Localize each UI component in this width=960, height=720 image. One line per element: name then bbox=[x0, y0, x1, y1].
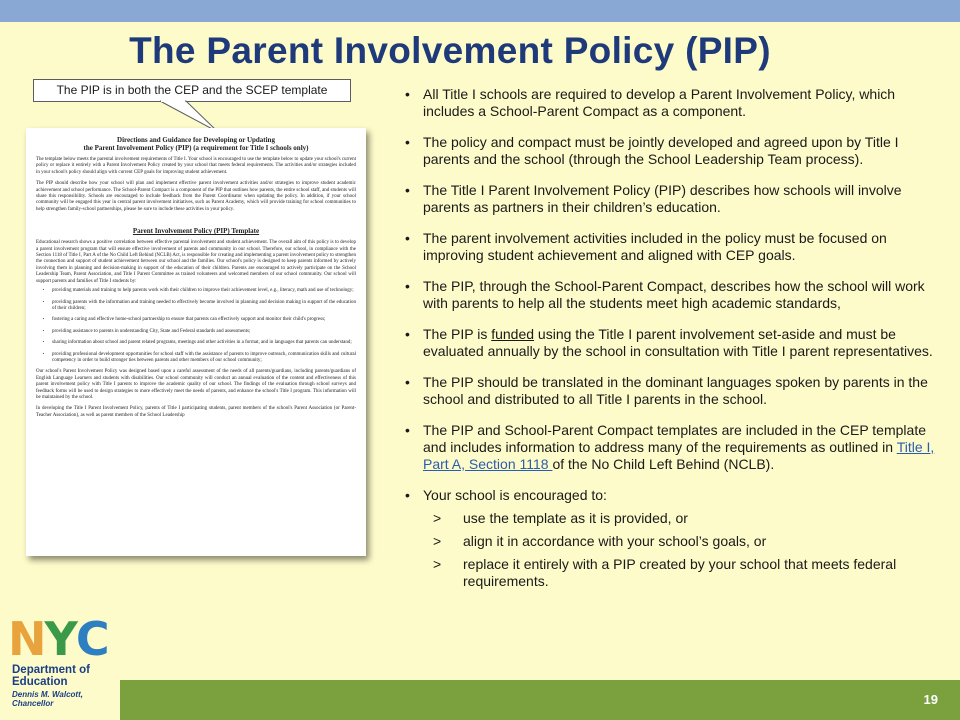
bottom-accent-bar bbox=[120, 680, 960, 720]
nyc-letter-n: N bbox=[8, 612, 45, 666]
nyc-letter-c: C bbox=[75, 612, 108, 666]
sub-bullet-item: > use the template as it is provided, or bbox=[423, 510, 945, 527]
bullet-item: • The policy and compact must be jointly developed and agreed upon by Title I parents and the school (through the School Leadership Team process). bbox=[405, 134, 945, 168]
sub-bullet-list bbox=[423, 510, 945, 590]
slide-title: The Parent Involvement Policy (PIP) bbox=[129, 30, 771, 71]
bullet-list bbox=[405, 86, 945, 604]
callout-box: The PIP is in both the CEP and the SCEP template bbox=[33, 79, 351, 102]
doc-paragraph: Educational research shows a positive correlation between effective parental involvement and student achievement. The overall aim of this policy is to develop a parent involvement program that will ensure effective involvement of parents and community in our school. Therefore, our school, in compliance with the Section 1118 of Title I, Part A of the No Child Left Behind (NCLB) Act, is responsible for creating and implementing a parent involvement policy to strengthen the connection and support of student achievement between our school and the families. Our school's policy is designed to keep parents informed by actively involving them in planning and decision-making in support of the education of their children. Parents are encouraged to actively participate on the School Leadership Team, Parent Association, and Title I Parent Committee as trained volunteers and welcomed members of our school community. Our school will support parents and families of Title I students by: bbox=[36, 240, 356, 284]
bullet-text: Your school is encouraged to: bbox=[423, 487, 607, 503]
doc-heading-line1: Directions and Guidance for Developing or Updating bbox=[117, 136, 275, 144]
doc-list bbox=[36, 288, 356, 364]
bullet-text: The PIP should be translated in the dominant languages spoken by parents in the school and distributed to all Title I parents in the school. bbox=[423, 374, 928, 407]
doc-list-item: • providing materials and training to help parents work with their children to improve their achievement level, e.g., literacy, math and use of technology; bbox=[52, 288, 356, 294]
bullet-text: of the No Child Left Behind (NCLB). bbox=[552, 456, 775, 472]
bullet-item: • The PIP, through the School-Parent Compact, describes how the school will work with parents to help all the students meet high academic standards, bbox=[405, 278, 945, 312]
doc-list-item: • providing professional development opportunities for school staff with the assistance of parents to improve outreach, communication skills and cultural competency in order to build stronger ties between parents and other members of our school community; bbox=[52, 352, 356, 365]
sub-bullet-item: > align it in accordance with your school’s goals, or bbox=[423, 533, 945, 550]
bullet-item bbox=[405, 422, 945, 473]
bullet-text: using the Title I parent involvement set-aside and must be evaluated annually by the school in consultation with Title I parent representatives. bbox=[423, 326, 933, 359]
doc-list-item: • providing assistance to parents in understanding City, State and Federal standards and assessments; bbox=[52, 329, 356, 335]
bullet-text: The PIP is bbox=[423, 326, 492, 342]
doc-heading-line2: the Parent Involvement Policy (PIP) (a requirement for Title I schools only) bbox=[83, 144, 309, 152]
bullet-item: • The parent involvement activities included in the policy must be focused on improving student achievement and aligned with CEP goals. bbox=[405, 230, 945, 264]
nyc-logo-mark bbox=[8, 612, 108, 666]
bullet-text: The PIP and School-Parent Compact templates are included in the CEP template and includes information to address many of the requirements as outlined in bbox=[423, 422, 926, 455]
bullet-item bbox=[405, 326, 945, 360]
title-i-section-1118-link[interactable]: Title I, Part A, Section 1118 bbox=[423, 439, 935, 472]
doc-paragraph: Our school's Parent Involvement Policy was designed based upon a careful assessment of the needs of all parents/guardians, including parents/guardians of English Language Learners and students with disabilities. Our school community will conduct an annual evaluation of the content and effectiveness of this parent involvement policy with Title I parents to improve the academic quality of our school. The findings of the evaluation through school surveys and feedback forms will be used to design strategies to more effectively meet the needs of parents, and enhance the school's Title I program. This information will be maintained by the school. bbox=[36, 369, 356, 400]
nyc-doe-logo bbox=[8, 612, 120, 710]
doc-paragraph: The PIP should describe how your school will plan and implement effective parent involvement activities and/or strategies to improve student academic achievement and school performance. The School-Parent Compact is a component of the PIP that outlines how parents, the entire school staff, and students will share this responsibility. Schools are encouraged to include feedback from the Parent Coordinator when updating the policy. In addition, if your school community will be engaged this year in central parent involvement initiatives, such as Parent Academy, which will provide training for school communities to help strengthen family-school partnerships, please be sure to include these activities in your policy. bbox=[36, 181, 356, 212]
department-line1: Department of bbox=[12, 664, 90, 676]
funded-underline: funded bbox=[491, 326, 535, 342]
doc-paragraph: In developing the Title I Parent Involvement Policy, parents of Title I participating students, parent members of the school's Parent Association (or Parent-Teacher Association), as well as parent members of the School Leadership bbox=[36, 406, 356, 418]
chancellor-name: Dennis M. Walcott, Chancellor bbox=[12, 690, 83, 708]
bullet-item bbox=[405, 487, 945, 590]
bullet-item: • All Title I schools are required to develop a Parent Involvement Policy, which includes a School-Parent Compact as a component. bbox=[405, 86, 945, 120]
page-number: 19 bbox=[923, 692, 938, 707]
bullet-item: • The Title I Parent Involvement Policy (PIP) describes how schools will involve parents as partners in their children’s education. bbox=[405, 182, 945, 216]
doc-template-heading: Parent Involvement Policy (PIP) Template bbox=[132, 227, 260, 236]
doc-list-item: • fostering a caring and effective home-school partnership to ensure that parents can effectively support and monitor their child's progress; bbox=[52, 317, 356, 323]
nyc-letter-y: Y bbox=[44, 612, 76, 666]
bullet-item bbox=[405, 374, 945, 408]
sub-bullet-item: > replace it entirely with a PIP created by your school that meets federal requirements. bbox=[423, 556, 945, 590]
doc-paragraph: The template below meets the parental involvement requirements of Title I. Your school is encouraged to use the template below to update your school's current policy or replace it entirely with a Parent Involvement Policy created by your school that meets federal requirements. The activities and/or strategies included in your school's policy should align with current CEP goals for improving student achievement. bbox=[36, 157, 356, 175]
doc-list-item: • providing parents with the information and training needed to effectively become involved in planning and decision making in support of the education of their children; bbox=[52, 300, 356, 313]
document-thumbnail bbox=[26, 128, 366, 556]
department-name bbox=[12, 664, 90, 688]
department-line2: Education bbox=[12, 676, 68, 688]
top-accent-bar bbox=[0, 0, 960, 22]
doc-list-item: • sharing information about school and parent related programs, meetings and other activities in a format, and in languages that parents can understand; bbox=[52, 340, 356, 346]
